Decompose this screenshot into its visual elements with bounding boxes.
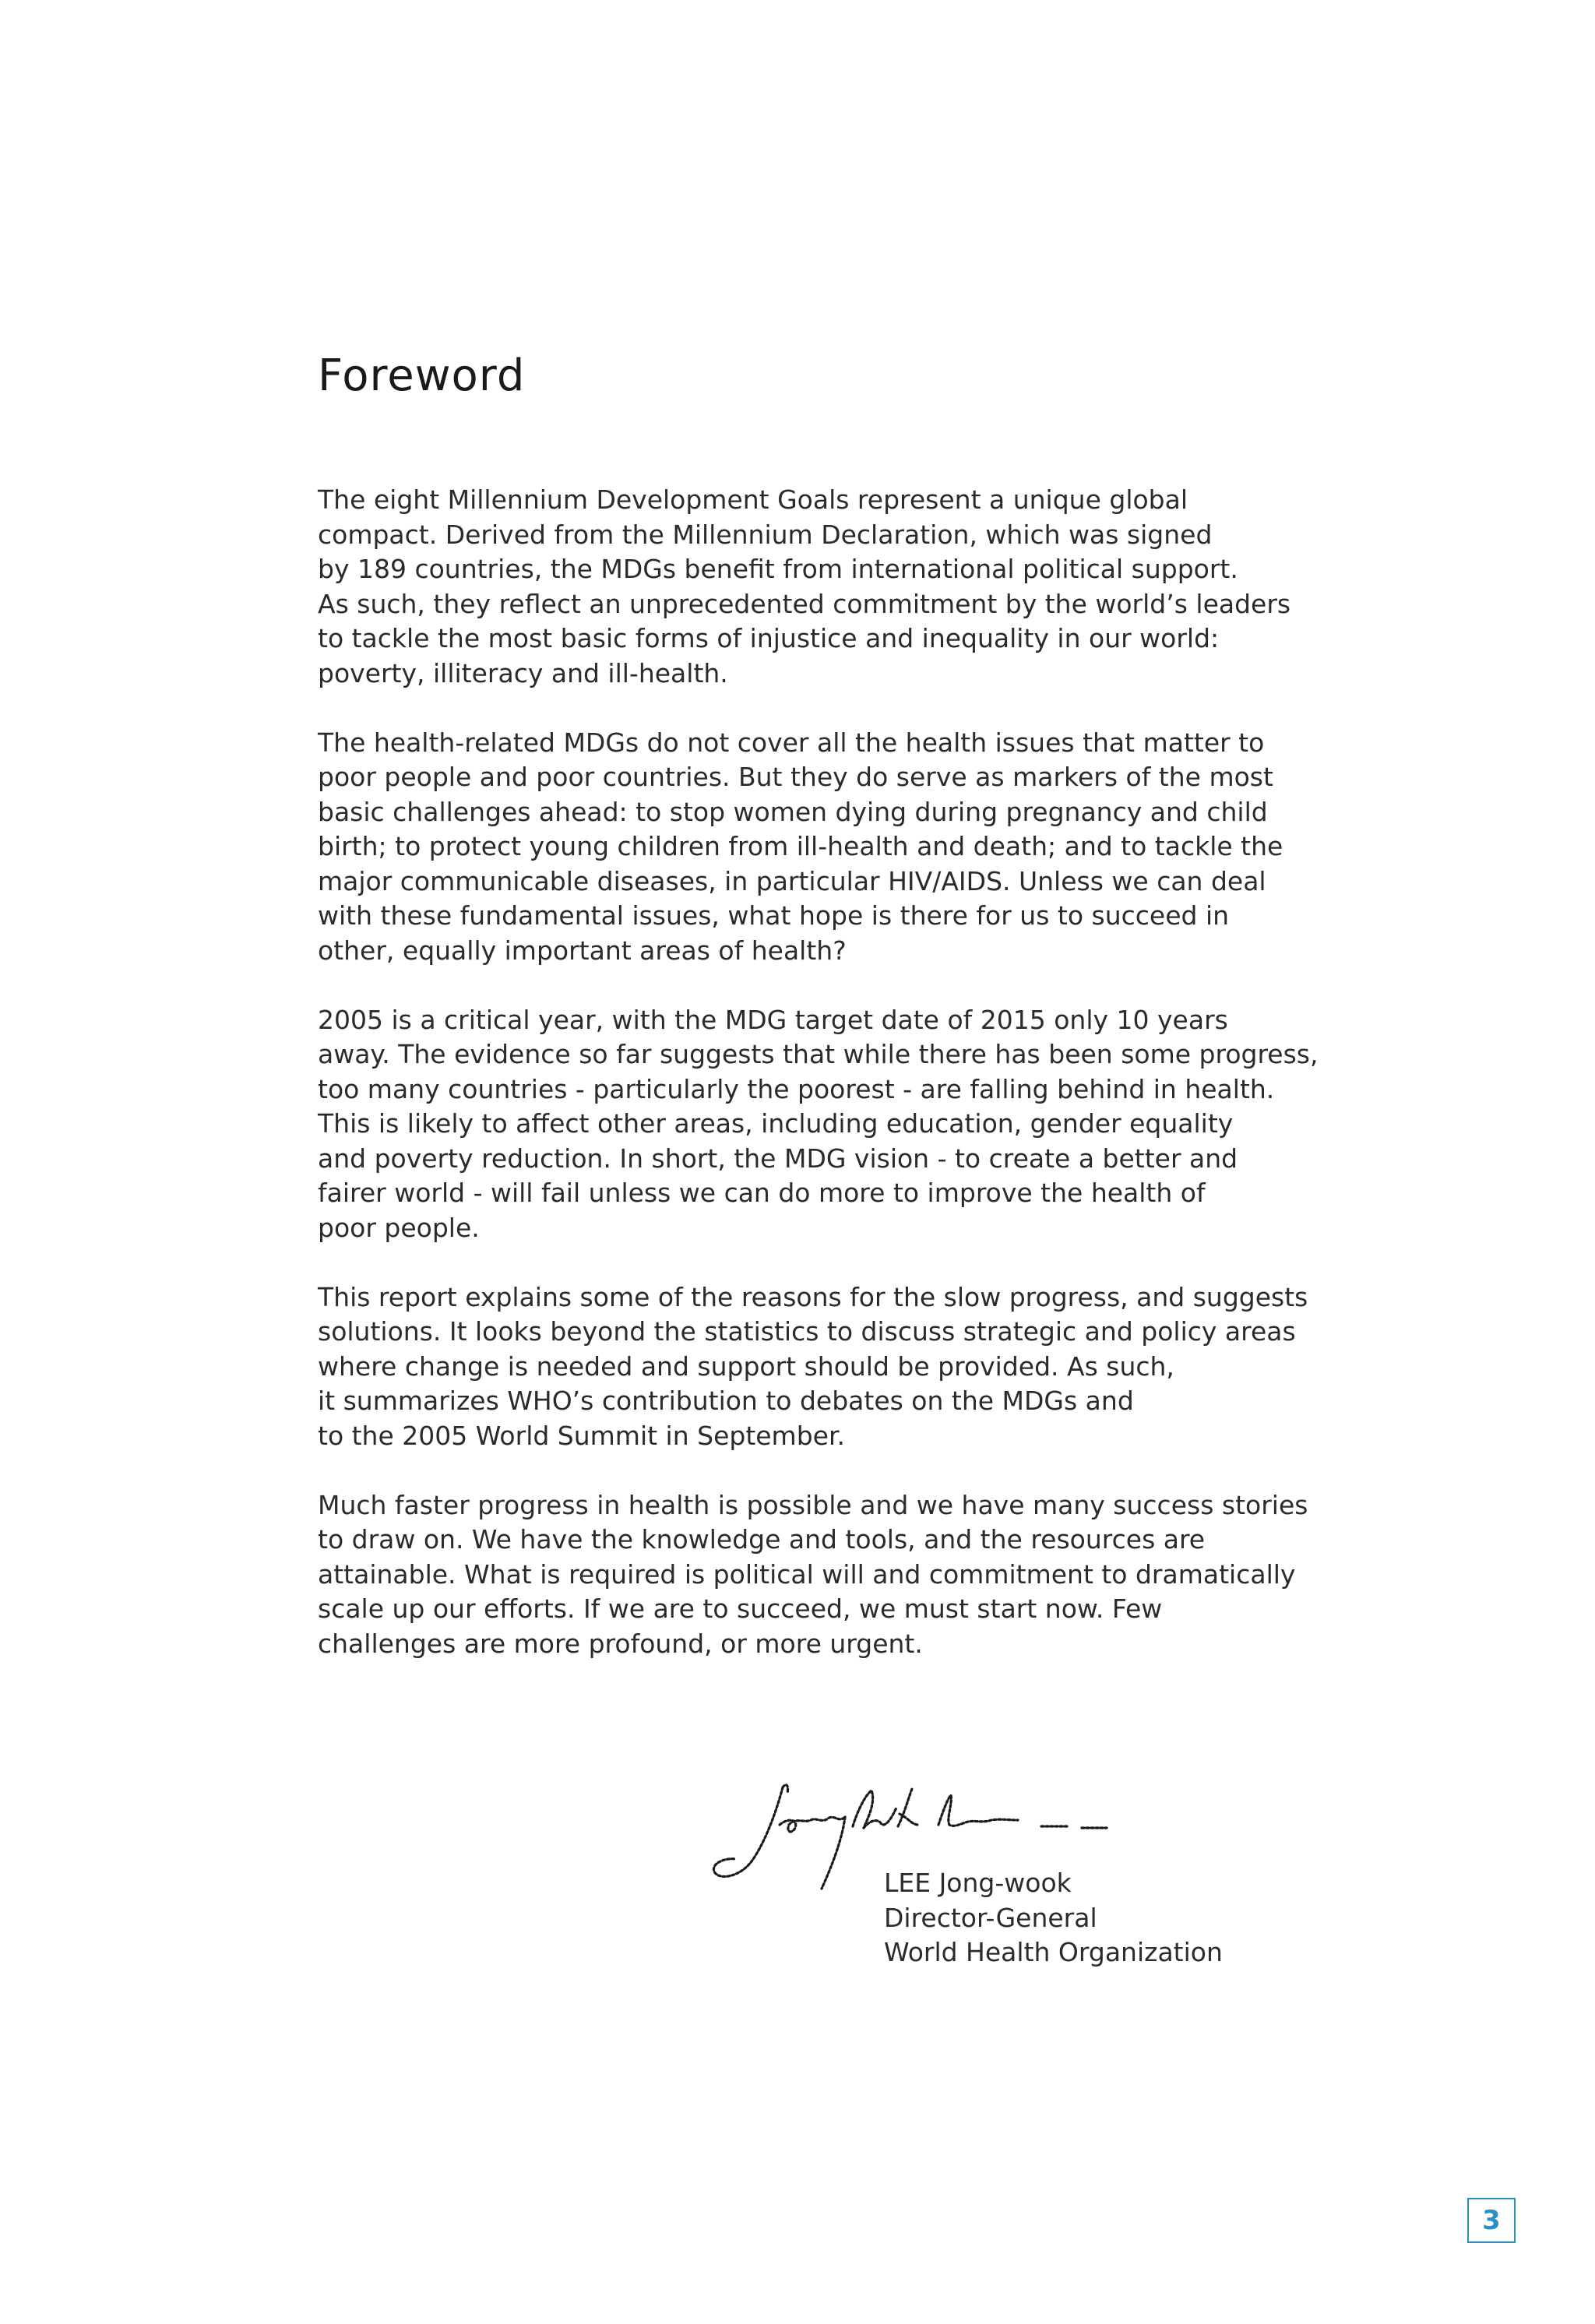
text-line: The eight Millennium Development Goals represent a unique global [318,484,1188,515]
text-line: This report explains some of the reasons for the slow progress, and suggests [318,1281,1308,1312]
text-line: The health-related MDGs do not cover all the health issues that matter to [318,727,1265,758]
text-line: and poverty reduction. In short, the MDG vision - to create a better and [318,1143,1238,1174]
text-line: major communicable diseases, in particular HIV/AIDS. Unless we can deal [318,865,1266,896]
foreword-body [318,483,1319,1696]
signatory-position: Director-General [884,1902,1097,1933]
paragraph-5 [318,1488,1307,1662]
paragraph-3 [318,1003,1319,1246]
text-line: scale up our efforts. If we are to succeed, we must start now. Few [318,1593,1163,1624]
text-line: where change is needed and support should be provided. As such, [318,1350,1174,1382]
text-line: other, equally important areas of health? [318,935,847,966]
text-line: it summarizes WHO’s contribution to debates on the MDGs and [318,1386,1134,1416]
text-line: poor people. [318,1212,480,1243]
text-line: 2005 is a critical year, with the MDG target date of 2015 only 10 years [318,1004,1228,1035]
text-line: to the 2005 World Summit in September. [318,1420,845,1451]
text-line: This is likely to affect other areas, including education, gender equality [318,1108,1234,1139]
text-line: too many countries - particularly the poorest - are falling behind in health. [318,1073,1275,1104]
text-line: away. The evidence so far suggests that while there has been some progress, [318,1039,1319,1069]
text-line: attainable. What is required is political will and commitment to dramatically [318,1558,1296,1590]
text-line: challenges are more profound, or more urgent. [318,1628,923,1659]
paragraph-2 [318,726,1307,969]
text-line: Much faster progress in health is possible and we have many success stories [318,1489,1308,1520]
paragraph-4 [318,1280,1307,1454]
signatory-block [884,1866,1223,1970]
paragraph-1 [318,483,1307,691]
signatory-name: LEE Jong-wook [884,1868,1072,1898]
page-title: Foreword [318,350,526,401]
text-line: by 189 countries, the MDGs benefit from international political support. [318,554,1238,584]
signatory-organization: World Health Organization [884,1937,1223,1967]
text-line: with these fundamental issues, what hope is there for us to succeed in [318,900,1230,931]
text-line: As such, they reflect an unprecedented commitment by the world’s leaders [318,588,1291,619]
text-line: to tackle the most basic forms of injustice and inequality in our world: [318,623,1220,653]
text-line: poverty, illiteracy and ill-health. [318,657,728,688]
page-number: 3 [1467,2198,1516,2243]
text-line: compact. Derived from the Millennium Declaration, which was signed [318,519,1213,550]
text-line: fairer world - will fail unless we can do more to improve the health of [318,1178,1206,1208]
text-line: solutions. It looks beyond the statistics to discuss strategic and policy areas [318,1316,1296,1347]
text-line: poor people and poor countries. But they do serve as markers of the most [318,762,1273,792]
text-line: basic challenges ahead: to stop women dying during pregnancy and child [318,796,1268,827]
text-line: to draw on. We have the knowledge and tools, and the resources are [318,1524,1206,1555]
text-line: birth; to protect young children from ill-health and death; and to tackle the [318,831,1283,861]
